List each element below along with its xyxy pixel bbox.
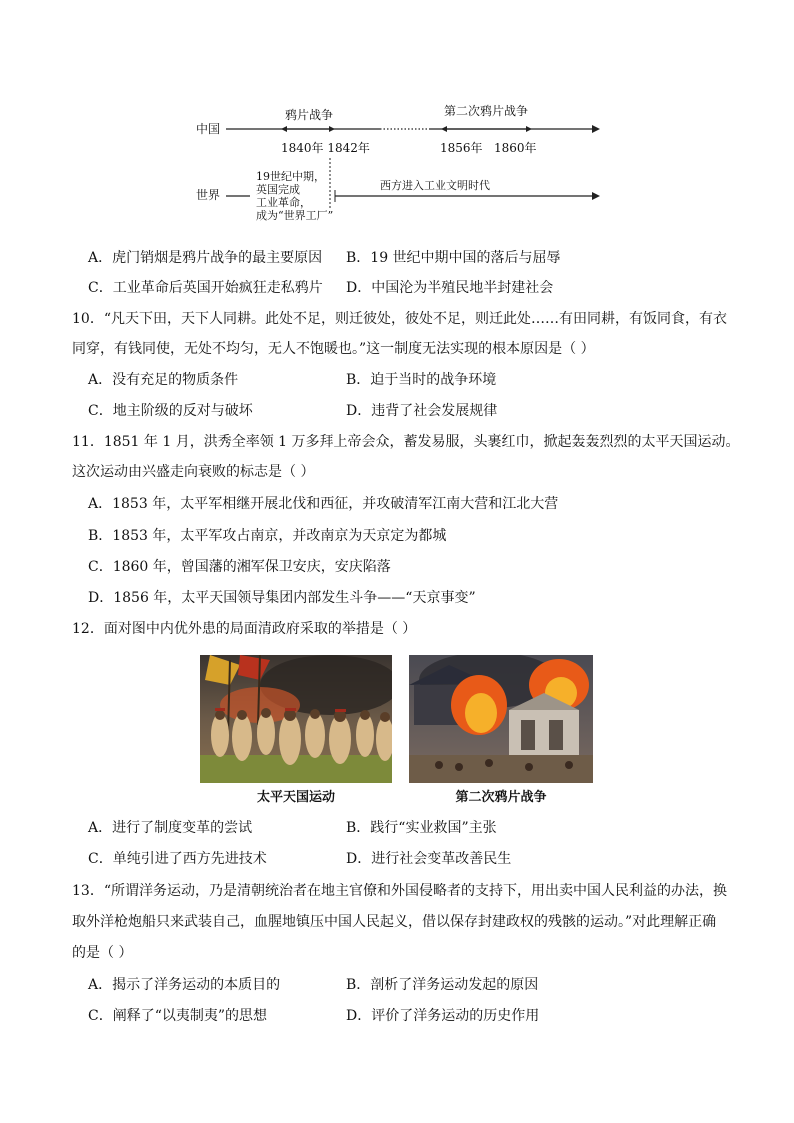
- q11-stem-line2: 这次运动由兴盛走向衰败的标志是（ ）: [72, 464, 315, 480]
- uk-industrial-note: [256, 170, 333, 222]
- q13-option-a[interactable]: A．揭示了洋务运动的本质目的: [88, 977, 281, 993]
- q10-option-c[interactable]: C．地主阶级的反对与破坏: [88, 403, 253, 419]
- caption-taiping: 太平天国运动: [256, 790, 335, 805]
- q11-option-c[interactable]: C．1860 年，曾国藩的湘军保卫安庆，安庆陷落: [88, 559, 391, 575]
- q12-option-b[interactable]: B．践行“实业救国”主张: [346, 820, 497, 836]
- world-label: 世界: [196, 188, 221, 202]
- second-opium-war-label: 第二次鸦片战争: [444, 104, 529, 118]
- second-opium-war-image: [409, 655, 593, 783]
- west-era-label: 西方进入工业文明时代: [380, 179, 490, 192]
- q12-option-a[interactable]: A．进行了制度变革的尝试: [88, 820, 253, 836]
- q13-option-d[interactable]: D．评价了洋务运动的历史作用: [346, 1008, 540, 1024]
- caption-second-opium-war: 第二次鸦片战争: [455, 790, 547, 805]
- year-1856: 1856年: [440, 141, 483, 155]
- q9-option-b[interactable]: B．19 世纪中期中国的落后与屈辱: [346, 250, 561, 266]
- timeline-diagram: [190, 100, 610, 240]
- q13-stem-line2: 取外洋枪炮船只来武装自己，血腥地镇压中国人民起义，借以保存封建政权的残骸的运动。”对此理解正确: [72, 914, 717, 930]
- taiping-rebellion-image: [200, 655, 392, 783]
- q10-stem-line2: 同穿，有钱同使，无处不均匀，无人不饱暖也。”这一制度无法实现的根本原因是（ ）: [72, 341, 595, 357]
- q11-option-d[interactable]: D．1856 年，太平天国领导集团内部发生斗争——“天京事变”: [88, 590, 476, 606]
- q10-option-d[interactable]: D．违背了社会发展规律: [346, 403, 498, 419]
- years-1840-1842: 1840年 1842年: [281, 141, 370, 155]
- opium-war-label: 鸦片战争: [285, 108, 334, 122]
- q10-option-a[interactable]: A．没有充足的物质条件: [88, 372, 239, 388]
- timeline-lines: [190, 100, 610, 240]
- q10-option-b[interactable]: B．迫于当时的战争环境: [346, 372, 497, 388]
- q13-option-c[interactable]: C．阐释了“以夷制夷”的思想: [88, 1008, 268, 1024]
- q9-option-d[interactable]: D．中国沦为半殖民地半封建社会: [346, 280, 554, 296]
- q9-option-c[interactable]: C．工业革命后英国开始疯狂走私鸦片: [88, 280, 323, 296]
- uk-note-line: 工业革命，: [256, 196, 311, 209]
- taiping-illustration: [200, 655, 392, 783]
- china-label: 中国: [196, 122, 221, 136]
- burning-palace-illustration: [409, 655, 593, 783]
- q13-option-b[interactable]: B．剖析了洋务运动发起的原因: [346, 977, 539, 993]
- uk-note-line: 英国完成: [256, 183, 300, 196]
- q9-option-a[interactable]: A．虎门销烟是鸦片战争的最主要原因: [88, 250, 323, 266]
- q12-option-c[interactable]: C．单纯引进了西方先进技术: [88, 851, 267, 867]
- q13-stem-line1: 13．“所谓洋务运动，乃是清朝统治者在地主官僚和外国侵略者的支持下，用出卖中国人民利益的办法，换: [72, 883, 727, 899]
- q13-stem-line3: 的是（ ）: [72, 945, 133, 961]
- year-1860: 1860年: [494, 141, 537, 155]
- q12-stem-line1: 12．面对图中内优外患的局面清政府采取的举措是（ ）: [72, 621, 417, 637]
- uk-note-line: 成为“世界工厂”: [256, 209, 334, 222]
- uk-note-line: 19世纪中期，: [256, 170, 325, 183]
- q11-stem-line1: 11．1851 年 1 月，洪秀全率领 1 万多拜上帝会众，蓄发易服，头裹红巾，掀起轰轰烈烈的太平天国运动。: [72, 434, 740, 450]
- q11-option-b[interactable]: B．1853 年，太平军攻占南京，并改南京为天京定为都城: [88, 528, 447, 544]
- q12-option-d[interactable]: D．进行社会变革改善民生: [346, 851, 512, 867]
- q11-option-a[interactable]: A．1853 年，太平军相继开展北伐和西征，并攻破清军江南大营和江北大营: [88, 496, 559, 512]
- q10-stem-line1: 10．“凡天下田，天下人同耕。此处不足，则迁彼处，彼处不足，则迁此处……有田同耕，有饭同食，有衣: [72, 311, 727, 327]
